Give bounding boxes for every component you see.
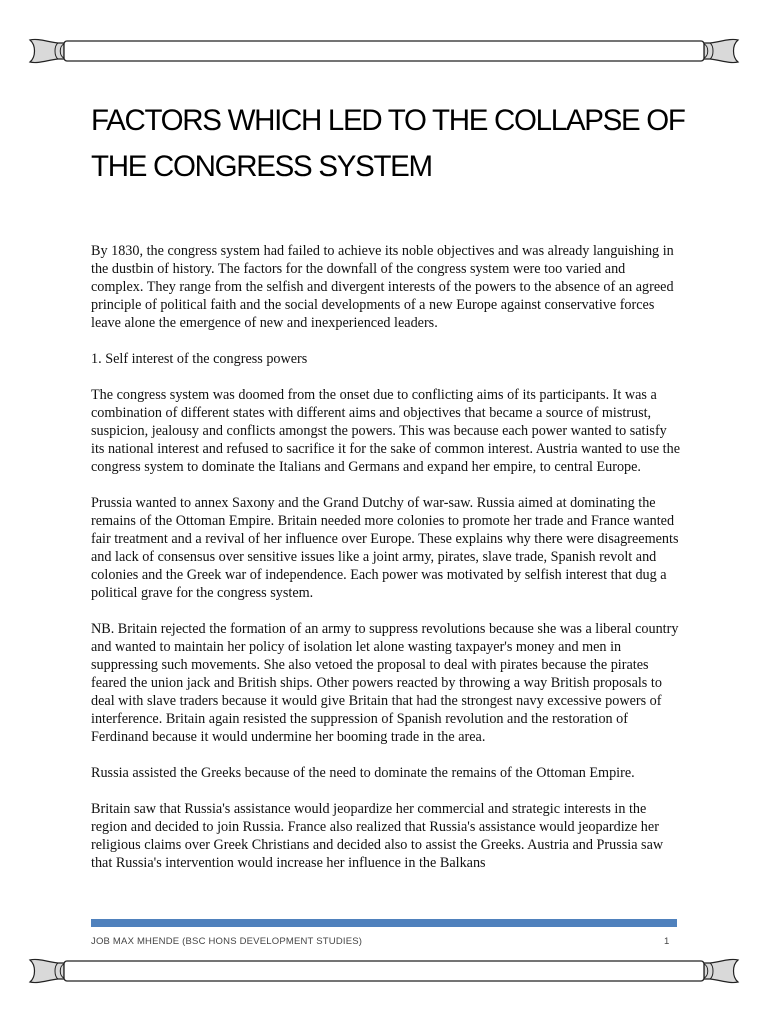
paragraph: NB. Britain rejected the formation of an army to suppress revolutions because she was a liberal country and wanted to maintain her policy of isolation let alone wasting taxpayer's money and men in suppressing such movements. She also vetoed the proposal to deal with pirates because the pirates feared the union jack and British ships. Other powers reacted by throwing a way British proposals to deal with slave traders because it would give Britain that had the strongest navy excessive powers of interference. Britain again resisted the suppression of Spanish revolution and the restoration of Ferdinand because it would undermine her booming trade in the area. [91,621,679,745]
footer-author: JOB MAX MHENDE (BSC HONS DEVELOPMENT STUDIES) [91,936,363,947]
section-heading: 1. Self interest of the congress powers [91,351,308,367]
bottom-scroll-border [28,954,740,988]
paragraph: Prussia wanted to annex Saxony and the Grand Dutchy of war-saw. Russia aimed at dominating the remains of the Ottoman Empire. Britain needed more colonies to promote her trade and France wanted fair treatment and a revival of her influence over Europe. These explains why there were disagreements and lack of consensus over sensitive issues like a joint army, pirates, slave trade, Spanish revolt and colonies and the Greek war of independence. Each power was motivated by selfish interest that dug a political grave for the congress system. [91,495,679,601]
paragraph: By 1830, the congress system had failed to achieve its noble objectives and was already languishing in the dustbin of history. The factors for the downfall of the congress system were too varied and complex. They range from the selfish and divergent interests of the powers to the absence of an agreed principle of political faith and the social developments of a new Europe against conservative forces leave alone the emergence of new and inexperienced leaders. [91,243,674,331]
paragraph: Britain saw that Russia's assistance would jeopardize her commercial and strategic interests in the region and decided to join Russia. France also realized that Russia's assistance would jeopardize her religious claims over Greek Christians and decided also to assist the Greeks. Austria and Prussia saw that Russia's intervention would increase her influence in the Balkans [91,801,664,871]
paragraph: Russia assisted the Greeks because of the need to dominate the remains of the Ottoman Empire. [91,765,635,781]
top-scroll-border [28,34,740,68]
paragraph: The congress system was doomed from the onset due to conflicting aims of its participants. It was a combination of different states with different aims and objectives that became a source of mistrust, suspicion, jealousy and conflicts amongst the powers. This was because each power wanted to satisfy its national interest and refused to sacrifice it for the sake of common interest. Austria wanted to use the congress system to dominate the Italians and Germans and expand her empire, to central Europe. [91,387,680,475]
document-title: FACTORS WHICH LED TO THE COLLAPSE OF THE CONGRESS SYSTEM [91,104,685,183]
page-number: 1 [664,936,670,947]
footer-rule [91,919,677,927]
document-body [91,242,681,890]
